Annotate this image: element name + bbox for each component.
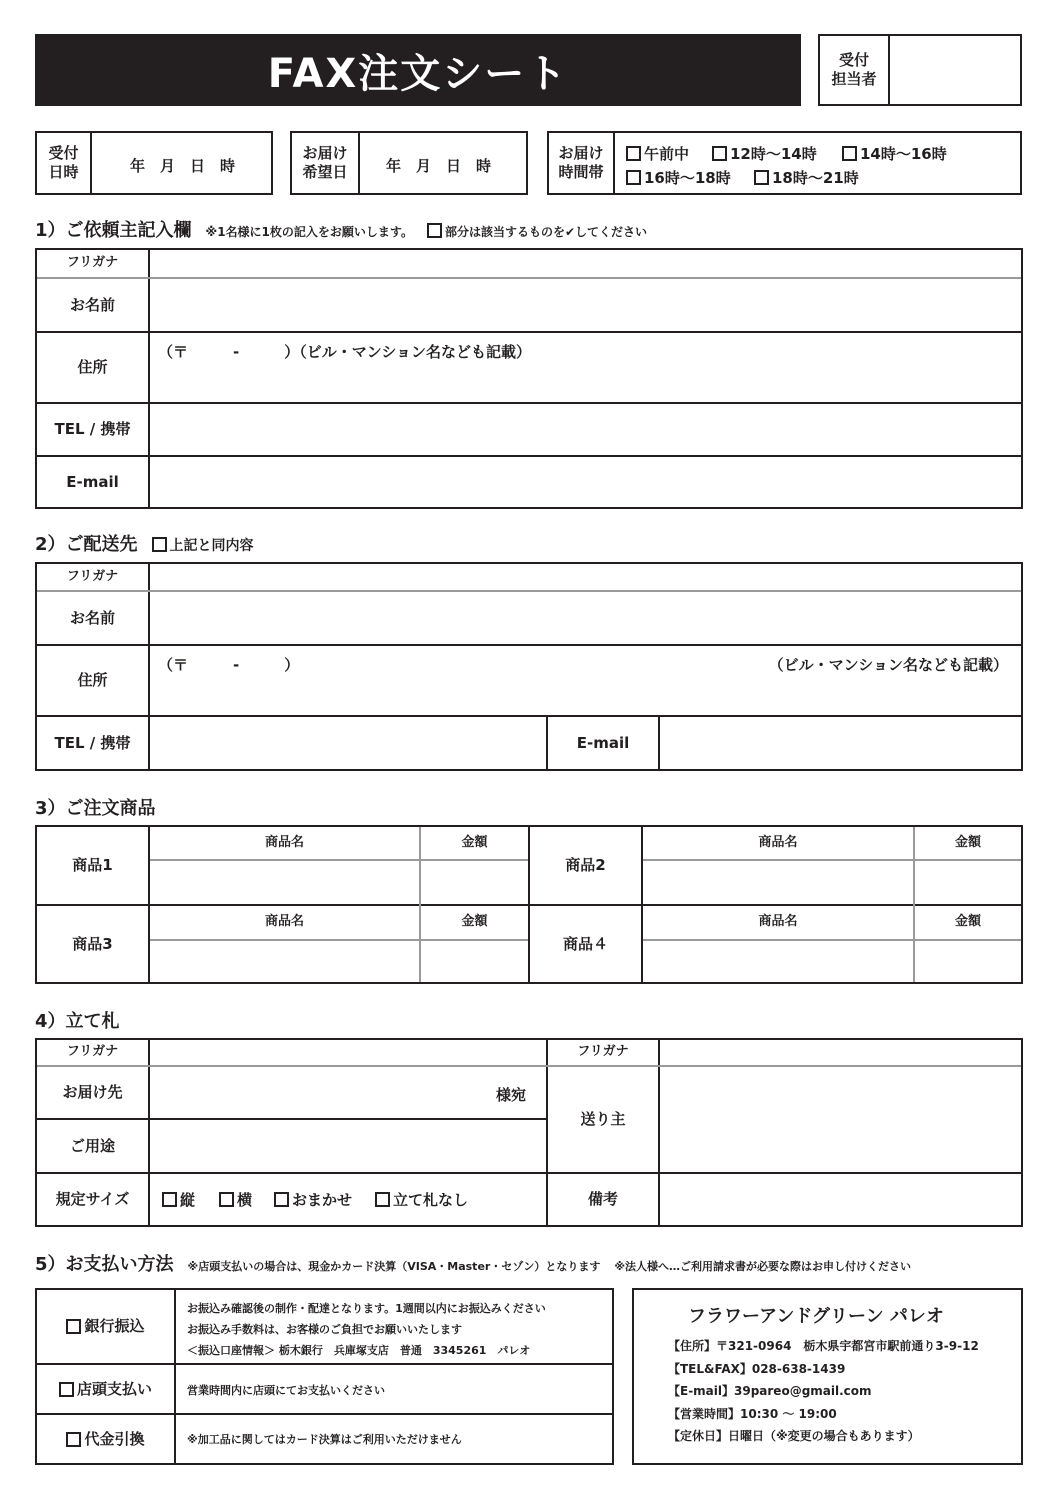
- requester-furigana-field[interactable]: [150, 250, 1021, 277]
- checkbox-icon: [427, 223, 442, 238]
- sender-furigana-label: フリガナ: [577, 1044, 629, 1060]
- product1-name-field[interactable]: [150, 861, 419, 904]
- remarks-field[interactable]: [660, 1174, 1021, 1225]
- checkbox-icon[interactable]: [152, 537, 167, 552]
- product1-price-header: 金額: [461, 834, 488, 850]
- shop-email[interactable]: 【E-mail】39pareo@gmail.com: [668, 1384, 872, 1398]
- section2-heading: 2）ご配送先 上記と同内容: [35, 534, 254, 555]
- purpose-field[interactable]: [150, 1120, 546, 1172]
- product3-label: 商品3: [72, 934, 113, 953]
- checkbox-icon[interactable]: [712, 146, 727, 161]
- product2-price-header: 金額: [954, 834, 981, 850]
- sender-furigana-field[interactable]: [660, 1040, 1021, 1065]
- product4-name-header: 商品名: [758, 914, 798, 930]
- section4-heading: 4）立て札: [35, 1011, 120, 1032]
- delivery-address-label: 住所: [77, 671, 108, 690]
- payment-cod[interactable]: 代金引換: [37, 1415, 174, 1463]
- shop-details: [668, 1335, 979, 1448]
- time-option-14-16[interactable]: 14時～16時: [842, 143, 947, 164]
- product2-name-header: 商品名: [758, 834, 798, 850]
- requester-tel-field[interactable]: [150, 404, 1021, 455]
- payment-store-details: 営業時間内に店頭にてお支払いください: [187, 1384, 385, 1397]
- product4-label: 商品４: [562, 934, 608, 953]
- delivery-date-label: お届け 希望日: [302, 144, 348, 181]
- checkbox-icon[interactable]: [59, 1382, 74, 1397]
- section1-heading: 1）ご依頼主記入欄 ※1名様に1枚の記入をお願いします。 部分は該当するものを✔してください: [35, 220, 648, 241]
- time-option-morning[interactable]: 午前中: [626, 143, 689, 164]
- staff-label: 受付 担当者: [831, 51, 877, 88]
- delivery-date-field[interactable]: 年 月 日 時: [386, 157, 492, 175]
- payment-cod-details: ※加工品に関してはカード決算はご利用いただけません: [187, 1433, 462, 1446]
- remarks-label: 備考: [587, 1190, 618, 1209]
- received-date-field[interactable]: 年 月 日 時: [130, 157, 236, 175]
- delivery-email-label: E-mail: [576, 733, 630, 752]
- delivery-time-label: お届け 時間帯: [558, 144, 604, 181]
- staff-field[interactable]: [890, 36, 1020, 104]
- delivery-furigana-label: フリガナ: [66, 568, 119, 584]
- size-option-horizontal[interactable]: 横: [219, 1189, 252, 1210]
- requester-address-hint[interactable]: （〒 - ）（ビル・マンション名なども記載）: [158, 343, 532, 361]
- nameplate-furigana-field[interactable]: [150, 1040, 546, 1065]
- product2-price-field[interactable]: [915, 861, 1021, 904]
- payment-bank[interactable]: 銀行振込: [37, 1290, 174, 1363]
- product1-name-header: 商品名: [264, 834, 304, 850]
- time-option-16-18[interactable]: 16時～18時: [626, 167, 731, 188]
- payment-store[interactable]: 店頭支払い: [37, 1365, 174, 1413]
- product4-price-field[interactable]: [915, 941, 1021, 982]
- product3-name-header: 商品名: [264, 914, 304, 930]
- product4-price-header: 金額: [954, 914, 981, 930]
- requester-address-label: 住所: [77, 358, 108, 377]
- delivery-address-hint-left[interactable]: （〒 - ）: [158, 656, 300, 674]
- delivery-tel-label: TEL / 携帯: [54, 733, 131, 752]
- product2-name-field[interactable]: [643, 861, 913, 904]
- product3-price-field[interactable]: [421, 941, 528, 982]
- honorific-label: 様宛: [496, 1086, 527, 1104]
- product3-name-field[interactable]: [150, 941, 419, 982]
- section3-heading: 3）ご注文商品: [35, 798, 156, 819]
- requester-name-field[interactable]: [150, 279, 1021, 331]
- checkbox-icon[interactable]: [754, 170, 769, 185]
- recipient-field[interactable]: [150, 1067, 546, 1118]
- checkbox-icon[interactable]: [626, 170, 641, 185]
- payment-bank-details: お振込み確認後の制作・配達となります。1週間以内にお振込みください お振込み手数料は、お客様のご負担でお願いいたします ＜振込口座情報＞ 栃木銀行 兵庫塚支店 普通 3345261 パレオ: [187, 1302, 546, 1357]
- product3-price-header: 金額: [461, 914, 488, 930]
- checkbox-icon[interactable]: [66, 1319, 81, 1334]
- product4-name-field[interactable]: [643, 941, 913, 982]
- size-option-none[interactable]: 立て札なし: [375, 1189, 468, 1210]
- requester-email-field[interactable]: [150, 457, 1021, 507]
- requester-tel-label: TEL / 携帯: [54, 420, 131, 439]
- shop-name: フラワーアンドグリーン パレオ: [688, 1306, 944, 1327]
- delivery-name-field[interactable]: [150, 592, 1021, 644]
- delivery-email-field[interactable]: [660, 717, 1021, 769]
- product1-label: 商品1: [72, 856, 113, 875]
- requester-email-label: E-mail: [66, 472, 119, 491]
- size-label: 規定サイズ: [55, 1190, 130, 1209]
- checkbox-icon[interactable]: [162, 1192, 177, 1207]
- same-as-above-label: 上記と同内容: [169, 538, 254, 554]
- delivery-address-hint-right: （ビル・マンション名なども記載）: [768, 656, 1008, 674]
- product2-label: 商品2: [565, 856, 606, 875]
- time-option-12-14[interactable]: 12時～14時: [712, 143, 817, 164]
- shop-tel: 【TEL&FAX】028-638-1439: [668, 1361, 846, 1376]
- delivery-name-label: お名前: [69, 608, 115, 627]
- received-label: 受付 日時: [48, 144, 79, 181]
- checkbox-icon[interactable]: [375, 1192, 390, 1207]
- page-title: FAX注文シート: [35, 34, 801, 106]
- shop-address: 【住所】〒321-0964 栃木県宇都宮市駅前通り3-9-12: [668, 1339, 979, 1353]
- size-option-auto[interactable]: おまかせ: [274, 1189, 352, 1210]
- checkbox-icon[interactable]: [219, 1192, 234, 1207]
- checkbox-icon[interactable]: [626, 146, 641, 161]
- checkbox-icon[interactable]: [842, 146, 857, 161]
- checkbox-icon[interactable]: [274, 1192, 289, 1207]
- sender-field[interactable]: [660, 1067, 1021, 1172]
- requester-furigana-label: フリガナ: [66, 255, 119, 271]
- recipient-label: お届け先: [62, 1083, 123, 1102]
- section5-heading: 5）お支払い方法 ※店頭支払いの場合は、現金かカード決算（VISA・Master・セゾン）となります ※法人様へ…ご利用請求書が必要な際はお申し付けください: [35, 1254, 912, 1275]
- requester-name-label: お名前: [69, 295, 115, 314]
- delivery-furigana-field[interactable]: [150, 564, 1021, 590]
- delivery-tel-field[interactable]: [150, 717, 546, 769]
- product1-price-field[interactable]: [421, 861, 528, 904]
- sender-label: 送り主: [580, 1110, 626, 1129]
- nameplate-furigana-label: フリガナ: [66, 1044, 119, 1060]
- shop-holiday: 【定休日】日曜日（※変更の場合もあります）: [668, 1429, 920, 1443]
- checkbox-icon[interactable]: [66, 1432, 81, 1447]
- shop-hours: 【営業時間】10:30 ～ 19:00: [668, 1406, 837, 1421]
- size-option-vertical[interactable]: 縦: [162, 1189, 195, 1210]
- purpose-label: ご用途: [69, 1136, 115, 1155]
- time-option-18-21[interactable]: 18時～21時: [754, 167, 859, 188]
